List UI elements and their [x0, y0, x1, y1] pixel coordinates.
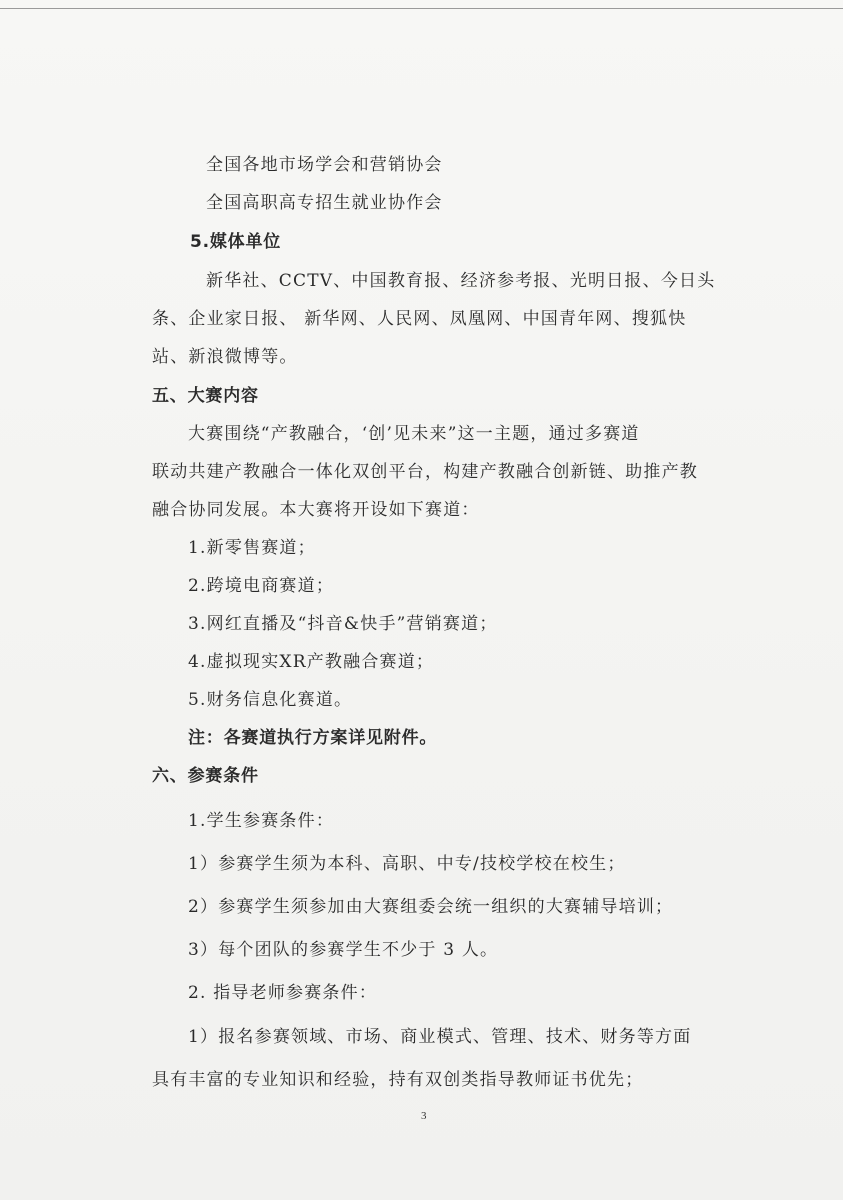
- note-text: 注：各赛道执行方案详见附件。: [188, 728, 438, 748]
- list-item: 1.新零售赛道；: [188, 538, 316, 558]
- section-subheading: 5.媒体单位: [190, 232, 282, 252]
- text-line: 1）参赛学生须为本科、高职、中专/技校学校在校生；: [188, 854, 626, 874]
- text-line: 1）报名参赛领域、市场、商业模式、管理、技术、财务等方面: [188, 1027, 692, 1047]
- text-line: 2）参赛学生须参加由大赛组委会统一组织的大赛辅导培训；: [188, 897, 674, 917]
- text-line: 3）每个团队的参赛学生不少于 3 人。: [188, 940, 499, 960]
- text-line: 联动共建产教融合一体化双创平台，构建产教融合创新链、助推产教: [152, 462, 698, 482]
- text-line: 条、企业家日报、 新华网、人民网、凤凰网、中国青年网、搜狐快: [152, 309, 687, 329]
- text-line: 新华社、CCTV、中国教育报、经济参考报、光明日报、今日头: [206, 271, 716, 291]
- text-line: 全国高职高专招生就业协作会: [206, 193, 443, 213]
- list-item: 3.网红直播及“抖音&快手”营销赛道；: [188, 614, 498, 634]
- list-item: 4.虚拟现实XR产教融合赛道；: [188, 652, 435, 672]
- section-heading: 六、参赛条件: [152, 766, 259, 786]
- text-line: 融合协同发展。本大赛将开设如下赛道：: [152, 500, 480, 520]
- text-line: 1.学生参赛条件：: [188, 811, 335, 831]
- section-heading: 五、大赛内容: [152, 386, 259, 406]
- text-line: 站、新浪微博等。: [152, 347, 298, 367]
- header-rule: [0, 8, 843, 9]
- text-line: 2. 指导老师参赛条件：: [188, 983, 378, 1003]
- list-item: 2.跨境电商赛道；: [188, 576, 335, 596]
- page-number: 3: [421, 1110, 427, 1122]
- text-line: 全国各地市场学会和营销协会: [206, 155, 443, 175]
- text-line: 具有丰富的专业知识和经验，持有双创类指导教师证书优先；: [152, 1070, 644, 1090]
- list-item: 5.财务信息化赛道。: [188, 690, 353, 710]
- text-line: 大赛围绕“产教融合，‘创’见未来”这一主题，通过多赛道: [188, 424, 640, 444]
